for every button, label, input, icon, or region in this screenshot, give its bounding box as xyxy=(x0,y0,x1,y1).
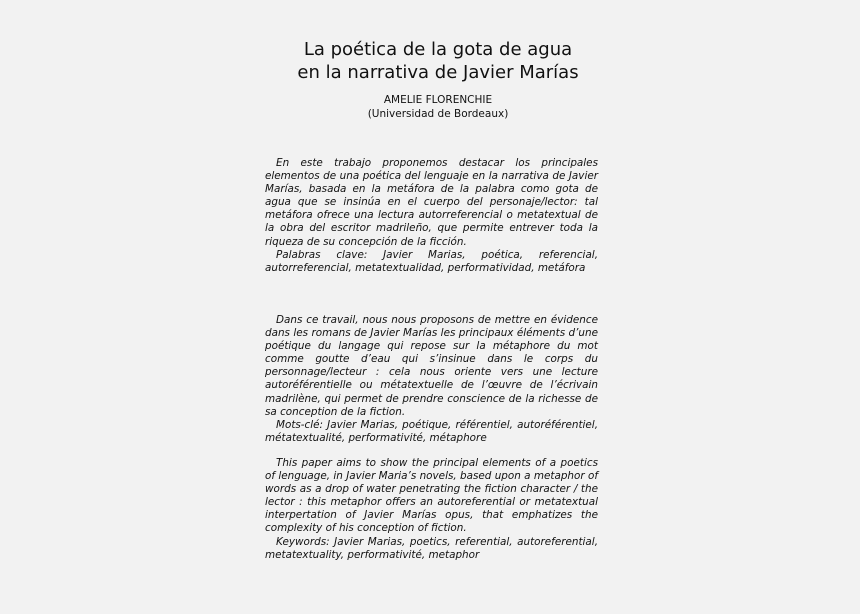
abstract-english xyxy=(265,457,598,562)
abstract-french-text: Dans ce travail, nous nous proposons de mettre en évidence dans les romans de Javier Marías les principaux éléments d’une poétique du langage qui repose sur la métaphore du mot comme goutte d’eau qui s’insinue dans le corps du personnage/lecteur : cela nous oriente vers une lecture autoréférentielle ou métatextuelle de l’œuvre de l’écrivain madrilène, qui permet de prendre conscience de la richesse de sa conception de la fiction. xyxy=(265,314,598,418)
author-name: AMELIE FLORENCHIE xyxy=(383,94,493,106)
keywords-english: Keywords: Javier Marias, poetics, referential, autoreferential, metatextuality, performativité, metaphor xyxy=(265,535,598,561)
paper-title-line-1: La poética de la gota de agua xyxy=(303,39,573,60)
paper-title xyxy=(0,38,860,84)
keywords-spanish: Palabras clave: Javier Marias, poética, referencial, autorreferencial, metatextualidad, performatividad, metáfora xyxy=(265,248,598,274)
author-block xyxy=(0,93,860,121)
abstract-spanish-text: En este trabajo proponemos destacar los principales elementos de una poética del lenguaje en la narrativa de Javier Marías, basada en la metáfora de la palabra como gota de agua que se insinúa en el cuerpo del personaje/lector: tal metáfora ofrece una lectura autorreferencial o metatextual de la obra del escritor madrileño, que permite entrever toda la riqueza de su concepción de la ficción. xyxy=(265,157,598,248)
abstract-spanish xyxy=(265,157,598,275)
abstract-english-text: This paper aims to show the principal elements of a poetics of lenguage, in Javier Maria’s novels, based upon a metaphor of words as a drop of water penetrating the fiction character / the lector : this metaphor offers an autoreferential or metatextual interpertation of Javier Marías opus, that emphatizes the complexity of his conception of fiction. xyxy=(265,457,598,535)
author-affiliation: (Universidad de Bordeaux) xyxy=(367,108,509,120)
keywords-french: Mots-clé: Javier Marias, poétique, référentiel, autoréférentiel, métatextualité, performativité, métaphore xyxy=(265,418,598,444)
paper-title-line-2: en la narrativa de Javier Marías xyxy=(297,62,579,83)
abstract-french xyxy=(265,314,598,445)
